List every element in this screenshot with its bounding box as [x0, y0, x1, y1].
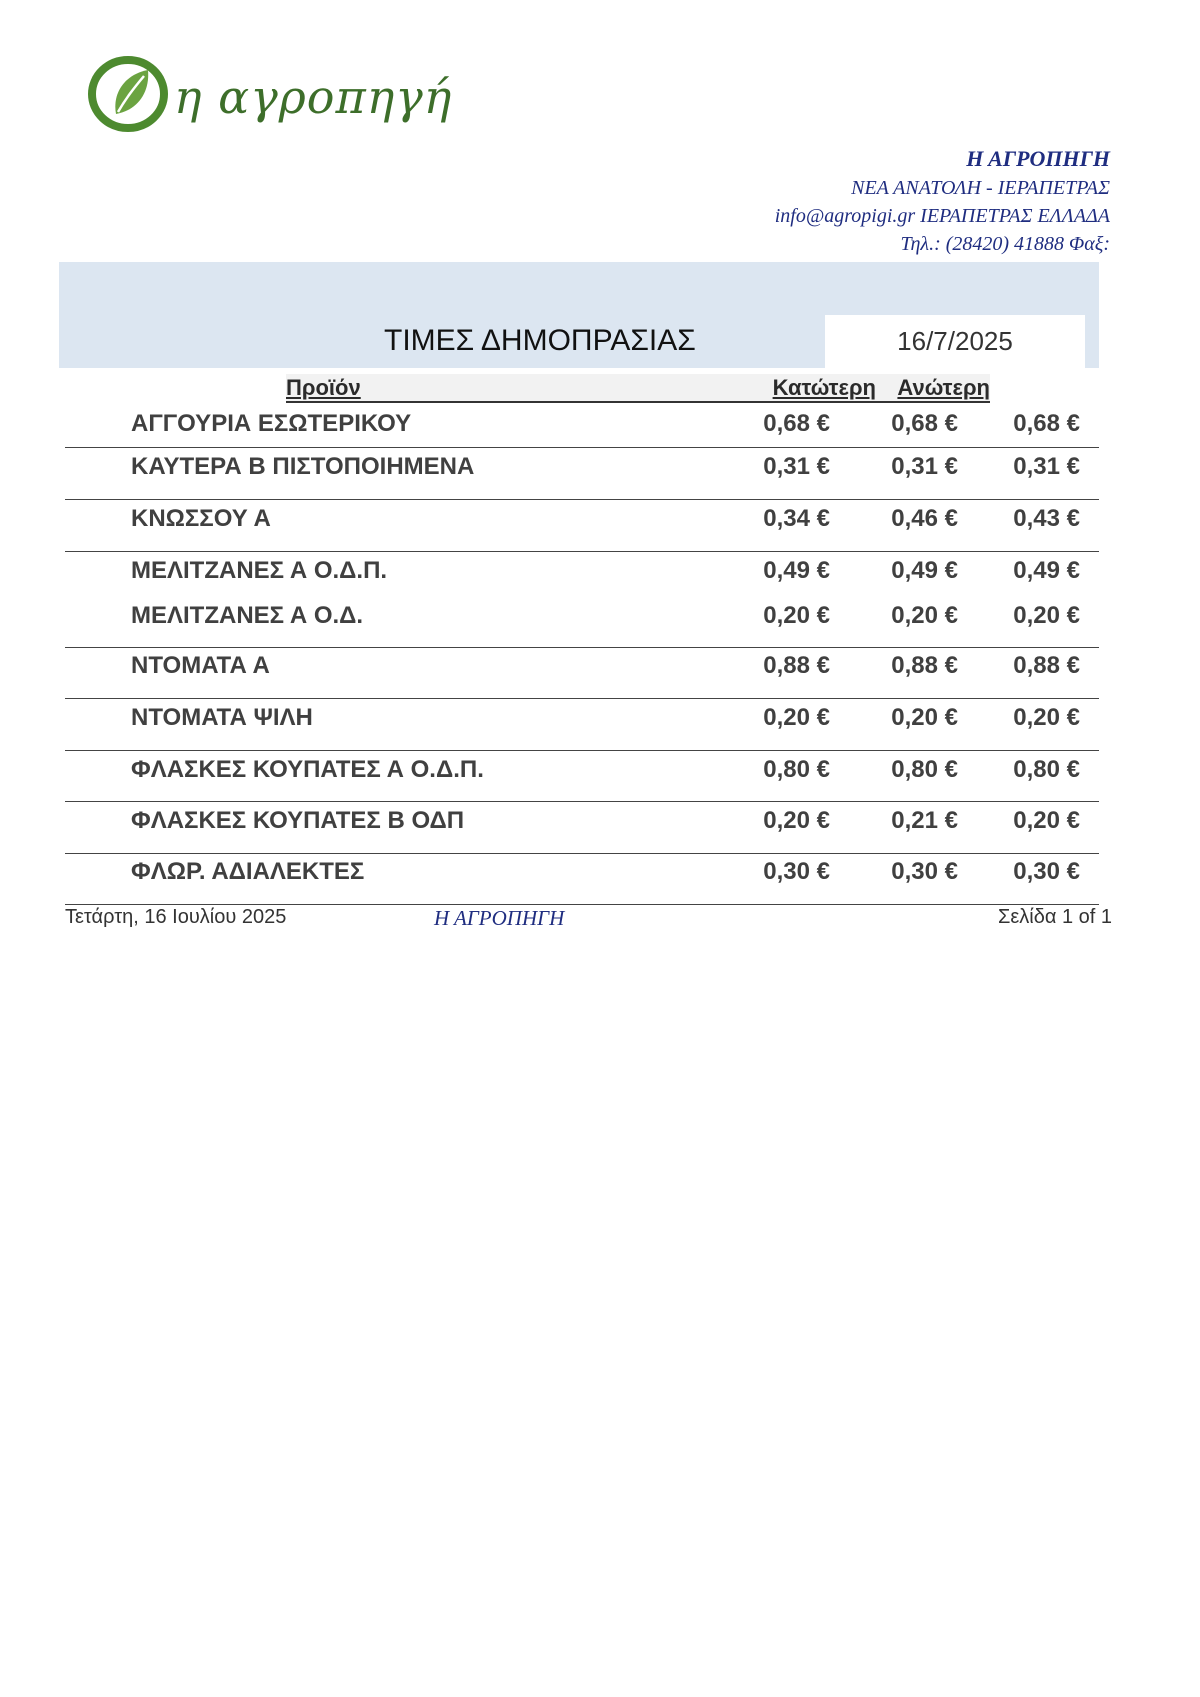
column-header-product: Προϊόν: [286, 374, 726, 402]
price-high: 0,80 €: [891, 756, 958, 783]
row-divider: [65, 499, 1099, 500]
leaf-icon: [86, 52, 170, 136]
price-high: 0,46 €: [891, 505, 958, 532]
price-avg: 0,49 €: [1013, 557, 1080, 584]
product-name: ΚΑΥΤΕΡΑ Β ΠΙΣΤΟΠΟΙΗΜΕΝΑ: [131, 453, 475, 480]
product-name: ΝΤΟΜΑΤΑ ΨΙΛΗ: [131, 704, 313, 731]
price-low: 0,20 €: [763, 602, 830, 629]
price-low: 0,31 €: [763, 453, 830, 480]
column-header-low: Κατώτερη: [726, 374, 876, 402]
price-high: 0,30 €: [891, 858, 958, 885]
product-name: ΦΛΑΣΚΕΣ ΚΟΥΠΑΤΕΣ Α Ο.Δ.Π.: [131, 756, 484, 783]
footer-company: Η ΑΓΡΟΠΗΓΗ: [434, 906, 565, 930]
logo-text: η αγροπηγή: [174, 70, 453, 124]
footer-date: Τετάρτη, 16 Ιουλίου 2025: [65, 906, 287, 928]
price-low: 0,20 €: [763, 704, 830, 731]
price-avg: 0,43 €: [1013, 505, 1080, 532]
price-high: 0,20 €: [891, 704, 958, 731]
price-high: 0,20 €: [891, 602, 958, 629]
price-low: 0,80 €: [763, 756, 830, 783]
price-avg: 0,31 €: [1013, 453, 1080, 480]
row-divider: [65, 750, 1099, 751]
product-name: ΝΤΟΜΑΤΑ Α: [131, 652, 270, 679]
row-divider: [65, 447, 1099, 448]
price-low: 0,68 €: [763, 410, 830, 437]
price-high: 0,88 €: [891, 652, 958, 679]
price-high: 0,49 €: [891, 557, 958, 584]
product-name: ΑΓΓΟΥΡΙΑ ΕΣΩΤΕΡΙΚΟΥ: [131, 410, 412, 437]
header-underline: [286, 401, 990, 403]
row-divider: [65, 853, 1099, 854]
price-avg: 0,80 €: [1013, 756, 1080, 783]
company-address: ΝΕΑ ΑΝΑΤΟΛΗ - ΙΕΡΑΠΕΤΡΑΣ: [851, 177, 1110, 199]
product-name: ΜΕΛΙΤΖΑΝΕΣ Α Ο.Δ.: [131, 602, 364, 629]
row-divider: [65, 647, 1099, 648]
column-header-high: Ανώτερη: [876, 374, 990, 402]
product-name: ΦΛΑΣΚΕΣ ΚΟΥΠΑΤΕΣ Β ΟΔΠ: [131, 807, 465, 834]
company-phone-line: Τηλ.: (28420) 41888 Φαξ:: [900, 233, 1110, 255]
price-high: 0,68 €: [891, 410, 958, 437]
price-avg: 0,20 €: [1013, 807, 1080, 834]
company-info: [775, 144, 1110, 258]
row-divider: [65, 904, 1099, 905]
row-divider: [65, 801, 1099, 802]
company-email-line: info@agropigi.gr ΙΕΡΑΠΕΤΡΑΣ ΕΛΛΑΔΑ: [774, 205, 1110, 227]
price-avg: 0,68 €: [1013, 410, 1080, 437]
product-name: ΚΝΩΣΣΟΥ Α: [131, 505, 271, 532]
product-name: ΜΕΛΙΤΖΑΝΕΣ Α Ο.Δ.Π.: [131, 557, 388, 584]
price-high: 0,21 €: [891, 807, 958, 834]
price-high: 0,31 €: [891, 453, 958, 480]
price-avg: 0,88 €: [1013, 652, 1080, 679]
auction-date: 16/7/2025: [825, 315, 1085, 368]
row-divider: [65, 551, 1099, 552]
price-low: 0,49 €: [763, 557, 830, 584]
price-low: 0,88 €: [763, 652, 830, 679]
price-avg: 0,20 €: [1013, 602, 1080, 629]
page-title: ΤΙΜΕΣ ΔΗΜΟΠΡΑΣΙΑΣ: [384, 324, 696, 357]
footer-page-number: Σελίδα 1 of 1: [997, 906, 1112, 928]
row-divider: [65, 698, 1099, 699]
price-low: 0,30 €: [763, 858, 830, 885]
price-avg: 0,20 €: [1013, 704, 1080, 731]
company-name: Η ΑΓΡΟΠΗΓΗ: [966, 146, 1110, 171]
product-name: ΦΛΩΡ. ΑΔΙΑΛΕΚΤΕΣ: [131, 858, 365, 885]
price-low: 0,34 €: [763, 505, 830, 532]
price-low: 0,20 €: [763, 807, 830, 834]
price-avg: 0,30 €: [1013, 858, 1080, 885]
logo: [86, 52, 453, 148]
